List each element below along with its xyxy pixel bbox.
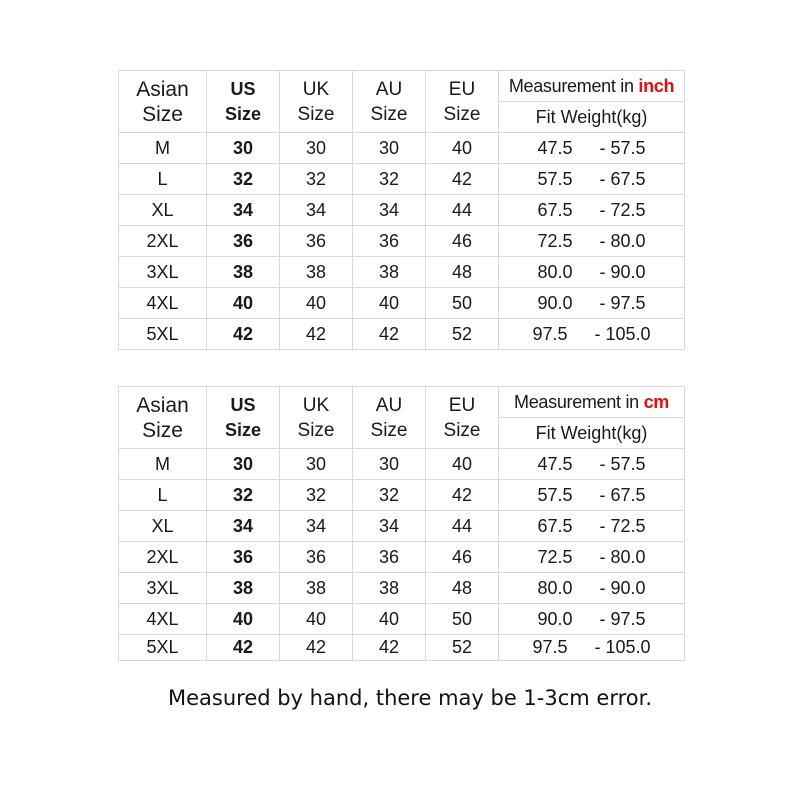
cell-au-size: 38 [353,257,426,288]
cell-asian-size: 5XL [119,635,207,661]
header-asian-size: Asian Size [119,387,207,449]
cell-us-size: 30 [207,133,280,164]
table-row [119,573,685,604]
cell-au-size: 36 [353,226,426,257]
table-row [119,195,685,226]
cell-au-size: 38 [353,573,426,604]
cell-us-size: 34 [207,511,280,542]
cell-asian-size: XL [119,511,207,542]
table-row [119,257,685,288]
cell-fit-weight: 90.0 - 97.5 [499,288,685,319]
cell-uk-size: 38 [280,573,353,604]
header-fit-weight: Fit Weight(kg) [499,102,685,133]
unit-label: inch [638,75,675,96]
cell-us-size: 42 [207,635,280,661]
cell-us-size: 40 [207,604,280,635]
header-us-size: US Size [207,71,280,133]
cell-asian-size: 5XL [119,319,207,350]
cell-asian-size: M [119,133,207,164]
header-au-size: AU Size [353,71,426,133]
header-uk-size: UK Size [280,71,353,133]
table-row [119,164,685,195]
cell-asian-size: 2XL [119,542,207,573]
header-eu-size: EU Size [426,71,499,133]
cell-uk-size: 34 [280,195,353,226]
cell-fit-weight: 72.5 - 80.0 [499,542,685,573]
header-eu-size: EU Size [426,387,499,449]
cell-fit-weight: 72.5 - 80.0 [499,226,685,257]
cell-uk-size: 34 [280,511,353,542]
cell-eu-size: 40 [426,449,499,480]
cell-eu-size: 44 [426,195,499,226]
cell-asian-size: 3XL [119,257,207,288]
cell-fit-weight: 57.5 - 67.5 [499,164,685,195]
header-uk-size: UK Size [280,387,353,449]
cell-eu-size: 48 [426,573,499,604]
size-table-inch [118,70,685,350]
cell-eu-size: 50 [426,288,499,319]
cell-uk-size: 30 [280,449,353,480]
cell-au-size: 30 [353,449,426,480]
cell-au-size: 30 [353,133,426,164]
cell-uk-size: 36 [280,542,353,573]
cell-uk-size: 42 [280,635,353,661]
cell-eu-size: 42 [426,480,499,511]
cell-us-size: 36 [207,226,280,257]
cell-fit-weight: 57.5 - 67.5 [499,480,685,511]
cell-au-size: 40 [353,288,426,319]
table-row [119,542,685,573]
header-measurement-unit: Measurement in inch [499,71,685,102]
cell-au-size: 34 [353,195,426,226]
cell-us-size: 32 [207,480,280,511]
cell-uk-size: 38 [280,257,353,288]
table-row [119,133,685,164]
header-au-size: AU Size [353,387,426,449]
cell-fit-weight: 67.5 - 72.5 [499,511,685,542]
cell-asian-size: 2XL [119,226,207,257]
table-row [119,511,685,542]
measurement-note: Measured by hand, there may be 1-3cm error. [167,686,652,710]
cell-fit-weight: 47.5 - 57.5 [499,133,685,164]
cell-eu-size: 52 [426,319,499,350]
cell-eu-size: 42 [426,164,499,195]
cell-fit-weight: 47.5 - 57.5 [499,449,685,480]
cell-eu-size: 50 [426,604,499,635]
cell-au-size: 42 [353,319,426,350]
table-row [119,288,685,319]
cell-uk-size: 32 [280,164,353,195]
cell-fit-weight: 67.5 - 72.5 [499,195,685,226]
cell-fit-weight: 97.5 - 105.0 [499,319,685,350]
cell-uk-size: 32 [280,480,353,511]
cell-fit-weight: 80.0 - 90.0 [499,257,685,288]
cell-asian-size: XL [119,195,207,226]
cell-eu-size: 48 [426,257,499,288]
cell-au-size: 32 [353,164,426,195]
unit-label: cm [643,391,669,412]
cell-au-size: 34 [353,511,426,542]
cell-asian-size: L [119,164,207,195]
cell-uk-size: 42 [280,319,353,350]
cell-asian-size: 4XL [119,604,207,635]
cell-uk-size: 36 [280,226,353,257]
size-table-cm [118,386,685,661]
cell-uk-size: 40 [280,604,353,635]
table-row [119,226,685,257]
cell-au-size: 36 [353,542,426,573]
cell-us-size: 38 [207,257,280,288]
table-row [119,449,685,480]
cell-eu-size: 44 [426,511,499,542]
cell-asian-size: 3XL [119,573,207,604]
cell-us-size: 36 [207,542,280,573]
cell-fit-weight: 97.5 - 105.0 [499,635,685,661]
cell-au-size: 42 [353,635,426,661]
cell-eu-size: 46 [426,226,499,257]
cell-us-size: 40 [207,288,280,319]
cell-fit-weight: 90.0 - 97.5 [499,604,685,635]
cell-eu-size: 46 [426,542,499,573]
header-measurement-unit: Measurement in cm [499,387,685,418]
cell-fit-weight: 80.0 - 90.0 [499,573,685,604]
header-fit-weight: Fit Weight(kg) [499,418,685,449]
cell-us-size: 30 [207,449,280,480]
cell-asian-size: L [119,480,207,511]
cell-us-size: 34 [207,195,280,226]
table-row [119,319,685,350]
table-row [119,604,685,635]
cell-us-size: 32 [207,164,280,195]
cell-uk-size: 40 [280,288,353,319]
cell-uk-size: 30 [280,133,353,164]
cell-eu-size: 40 [426,133,499,164]
cell-us-size: 42 [207,319,280,350]
cell-us-size: 38 [207,573,280,604]
header-asian-size: Asian Size [119,71,207,133]
table-row [119,635,685,661]
cell-au-size: 32 [353,480,426,511]
table-row [119,480,685,511]
cell-eu-size: 52 [426,635,499,661]
cell-au-size: 40 [353,604,426,635]
cell-asian-size: 4XL [119,288,207,319]
cell-asian-size: M [119,449,207,480]
header-us-size: US Size [207,387,280,449]
